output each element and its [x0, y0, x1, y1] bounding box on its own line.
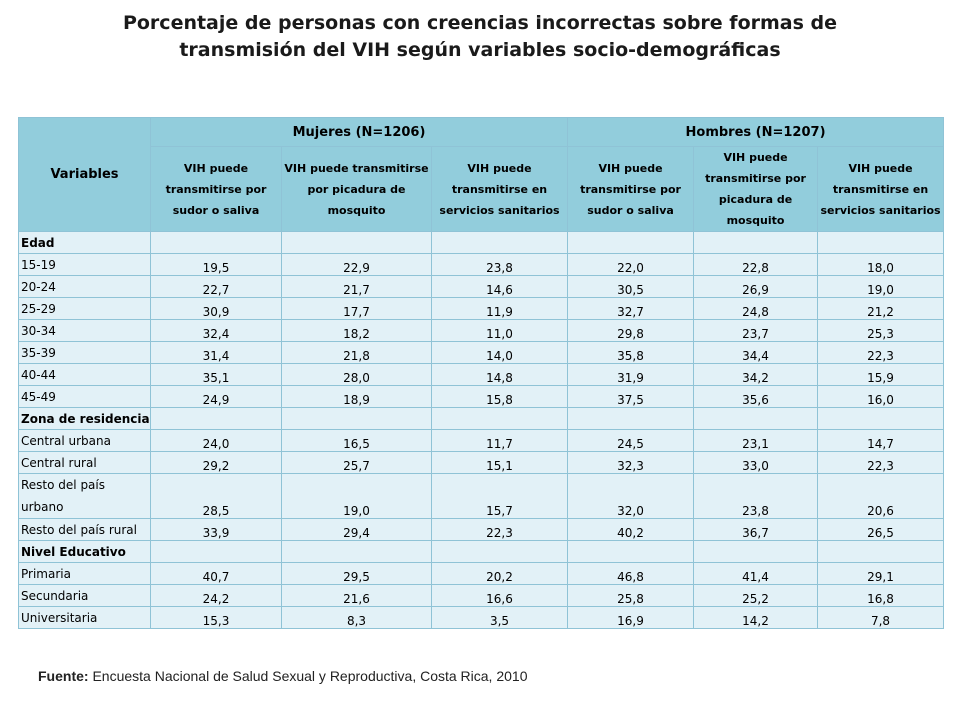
row-label: 25-29: [19, 298, 151, 320]
table-cell: 24,0: [151, 430, 282, 452]
row-label: Central urbana: [19, 430, 151, 452]
table-cell: 20,6: [818, 474, 944, 519]
table-cell: 22,3: [818, 452, 944, 474]
table-cell: [694, 408, 818, 430]
table-cell: 34,4: [694, 342, 818, 364]
table-cell: [282, 541, 432, 563]
table-cell: 37,5: [568, 386, 694, 408]
table-cell: 22,9: [282, 254, 432, 276]
table-cell: 26,5: [818, 519, 944, 541]
table-cell: 35,1: [151, 364, 282, 386]
group-header-mujeres: Mujeres (N=1206): [151, 118, 568, 147]
table-cell: 32,0: [568, 474, 694, 519]
table-cell: 15,7: [432, 474, 568, 519]
title-line-2: transmisión del VIH según variables socio-demográficas: [179, 39, 781, 61]
table-cell: 36,7: [694, 519, 818, 541]
table-row: [19, 452, 944, 474]
table-cell: 25,8: [568, 585, 694, 607]
table-cell: 33,9: [151, 519, 282, 541]
table-cell: 24,9: [151, 386, 282, 408]
table-cell: 32,7: [568, 298, 694, 320]
section-label: Zona de residencia: [19, 408, 151, 430]
data-table: [18, 117, 944, 629]
row-label: 35-39: [19, 342, 151, 364]
table-cell: [694, 541, 818, 563]
table-cell: [432, 541, 568, 563]
table-cell: 19,5: [151, 254, 282, 276]
table-cell: [282, 232, 432, 254]
row-label: 30-34: [19, 320, 151, 342]
table-cell: 21,2: [818, 298, 944, 320]
table-cell: 29,2: [151, 452, 282, 474]
table-cell: 24,2: [151, 585, 282, 607]
table-cell: 14,6: [432, 276, 568, 298]
page-title: [0, 10, 960, 64]
table-cell: [568, 408, 694, 430]
table-cell: 14,7: [818, 430, 944, 452]
table-cell: 18,9: [282, 386, 432, 408]
table-cell: 31,9: [568, 364, 694, 386]
table-cell: 14,2: [694, 607, 818, 629]
section-row: [19, 408, 944, 430]
table-cell: 35,6: [694, 386, 818, 408]
table-cell: 22,0: [568, 254, 694, 276]
table-cell: 29,4: [282, 519, 432, 541]
table-cell: 35,8: [568, 342, 694, 364]
table-cell: 29,1: [818, 563, 944, 585]
table-row: [19, 563, 944, 585]
subheader-sudor-hombres: VIH puede transmitirse por sudor o saliva: [568, 147, 694, 232]
table-cell: 21,6: [282, 585, 432, 607]
table-cell: 40,7: [151, 563, 282, 585]
table-row: [19, 386, 944, 408]
row-label: Resto del país rural: [19, 519, 151, 541]
source-note: [38, 668, 527, 684]
table-cell: 11,9: [432, 298, 568, 320]
table-cell: [432, 408, 568, 430]
table-cell: 25,2: [694, 585, 818, 607]
row-label: 40-44: [19, 364, 151, 386]
subheader-sanitarios-mujeres: VIH puede transmitirse en servicios sanitarios: [432, 147, 568, 232]
section-row: [19, 541, 944, 563]
table-cell: 29,8: [568, 320, 694, 342]
table-cell: 18,0: [818, 254, 944, 276]
table-cell: 21,7: [282, 276, 432, 298]
table-cell: 34,2: [694, 364, 818, 386]
table-row: [19, 342, 944, 364]
table-cell: 3,5: [432, 607, 568, 629]
table-row: [19, 254, 944, 276]
table-cell: 17,7: [282, 298, 432, 320]
section-label: Edad: [19, 232, 151, 254]
table-cell: 30,9: [151, 298, 282, 320]
table-cell: 46,8: [568, 563, 694, 585]
table-cell: 32,3: [568, 452, 694, 474]
table-cell: [432, 232, 568, 254]
table-cell: 21,8: [282, 342, 432, 364]
subheader-mosquito-hombres: VIH puede transmitirse por picadura de mosquito: [694, 147, 818, 232]
subheader-sanitarios-hombres: VIH puede transmitirse en servicios sanitarios: [818, 147, 944, 232]
table-cell: 22,3: [818, 342, 944, 364]
table-cell: [151, 408, 282, 430]
group-header-hombres: Hombres (N=1207): [568, 118, 944, 147]
table-cell: 28,5: [151, 474, 282, 519]
table-cell: 26,9: [694, 276, 818, 298]
table-row: [19, 298, 944, 320]
row-label: Secundaria: [19, 585, 151, 607]
table-cell: 11,7: [432, 430, 568, 452]
table-row: [19, 607, 944, 629]
table-cell: 19,0: [818, 276, 944, 298]
table-row: [19, 364, 944, 386]
table-row: [19, 430, 944, 452]
table-cell: 23,7: [694, 320, 818, 342]
table-cell: 19,0: [282, 474, 432, 519]
subheader-mosquito-mujeres: VIH puede transmitirse por picadura de mosquito: [282, 147, 432, 232]
table-cell: 22,3: [432, 519, 568, 541]
row-label: 15-19: [19, 254, 151, 276]
table-cell: 11,0: [432, 320, 568, 342]
table-cell: 23,8: [432, 254, 568, 276]
table-cell: [151, 541, 282, 563]
table-cell: 15,1: [432, 452, 568, 474]
row-label: 45-49: [19, 386, 151, 408]
table-row: [19, 585, 944, 607]
table-cell: 23,1: [694, 430, 818, 452]
table-cell: 22,8: [694, 254, 818, 276]
table-cell: [818, 232, 944, 254]
group-header-row: [19, 118, 944, 147]
section-row: [19, 232, 944, 254]
subheader-row: [19, 147, 944, 232]
table-cell: 41,4: [694, 563, 818, 585]
table-cell: 24,8: [694, 298, 818, 320]
table-cell: [818, 541, 944, 563]
table-cell: 16,8: [818, 585, 944, 607]
table-cell: [282, 408, 432, 430]
table-cell: 16,5: [282, 430, 432, 452]
table-cell: 14,0: [432, 342, 568, 364]
table-row: [19, 320, 944, 342]
table-cell: 30,5: [568, 276, 694, 298]
table-cell: 22,7: [151, 276, 282, 298]
table-cell: 40,2: [568, 519, 694, 541]
table-cell: [818, 408, 944, 430]
table-row: [19, 276, 944, 298]
table-cell: 20,2: [432, 563, 568, 585]
title-line-1: Porcentaje de personas con creencias incorrectas sobre formas de: [122, 12, 838, 34]
variables-header: Variables: [19, 118, 151, 232]
table-cell: 16,6: [432, 585, 568, 607]
table-cell: 16,9: [568, 607, 694, 629]
table-row: [19, 474, 944, 519]
table-body: [19, 232, 944, 629]
source-label: Fuente:: [38, 668, 89, 684]
table-cell: [151, 232, 282, 254]
table-cell: 15,9: [818, 364, 944, 386]
table-cell: 7,8: [818, 607, 944, 629]
table-cell: 32,4: [151, 320, 282, 342]
table-cell: [568, 232, 694, 254]
row-label: Primaria: [19, 563, 151, 585]
section-label: Nivel Educativo: [19, 541, 151, 563]
table-cell: [694, 232, 818, 254]
table-row: [19, 519, 944, 541]
table-cell: [568, 541, 694, 563]
table-cell: 16,0: [818, 386, 944, 408]
source-text: Encuesta Nacional de Salud Sexual y Reproductiva, Costa Rica, 2010: [88, 668, 528, 684]
table-cell: 24,5: [568, 430, 694, 452]
table-cell: 15,3: [151, 607, 282, 629]
table-cell: 15,8: [432, 386, 568, 408]
table-cell: 8,3: [282, 607, 432, 629]
table-cell: 28,0: [282, 364, 432, 386]
table-cell: 31,4: [151, 342, 282, 364]
table-cell: 25,7: [282, 452, 432, 474]
table-cell: 18,2: [282, 320, 432, 342]
table-cell: 14,8: [432, 364, 568, 386]
table-cell: 33,0: [694, 452, 818, 474]
row-label: Universitaria: [19, 607, 151, 629]
table-cell: 25,3: [818, 320, 944, 342]
row-label: 20-24: [19, 276, 151, 298]
row-label: Central rural: [19, 452, 151, 474]
subheader-sudor-mujeres: VIH puede transmitirse por sudor o saliva: [151, 147, 282, 232]
table-cell: 23,8: [694, 474, 818, 519]
row-label: Resto del país urbano: [19, 474, 151, 519]
table-cell: 29,5: [282, 563, 432, 585]
